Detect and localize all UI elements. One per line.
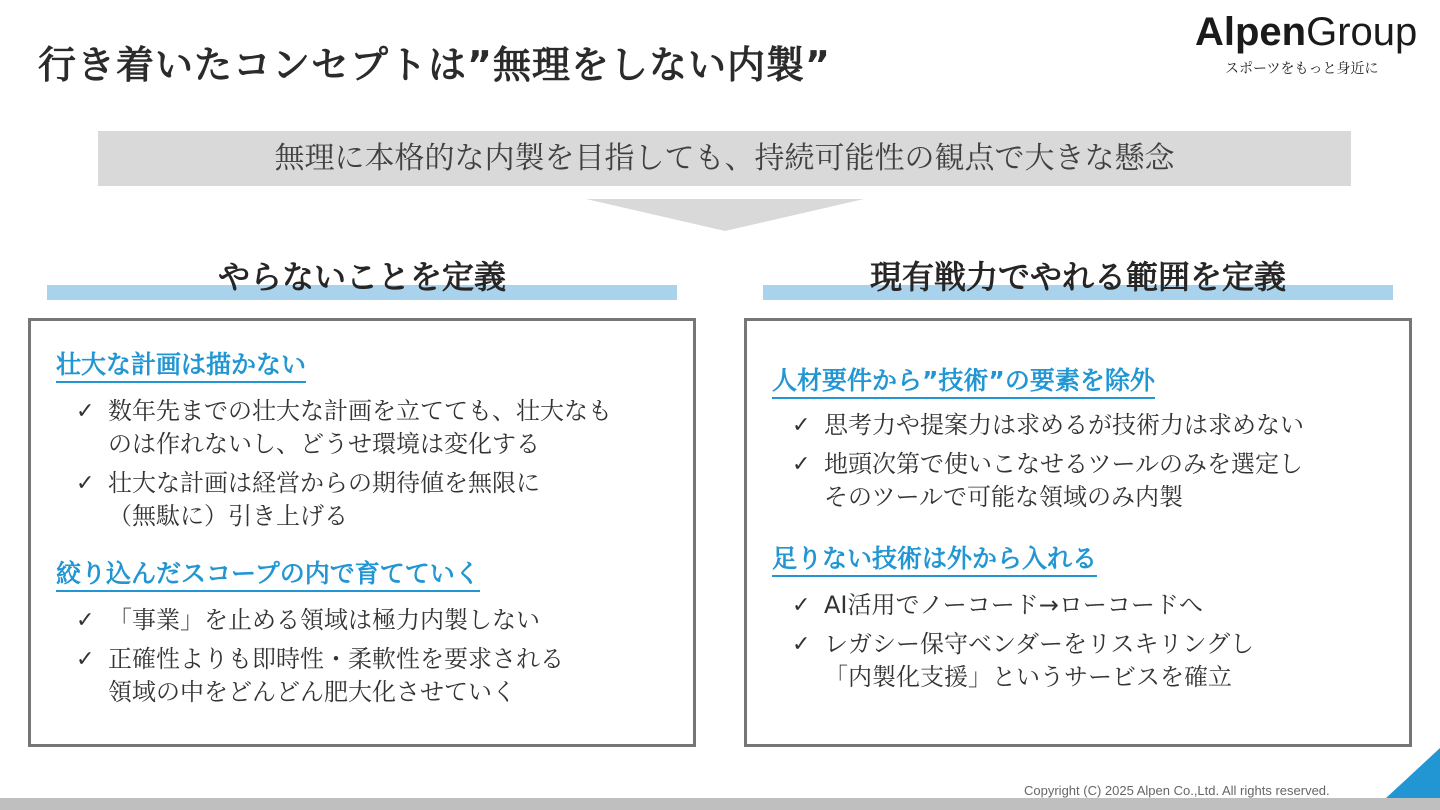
premise-banner: 無理に本格的な内製を目指しても、持続可能性の観点で大きな懸念 — [98, 131, 1351, 186]
left-section-1 — [56, 349, 693, 533]
bullet-line: 領域の中をどんどん肥大化させていく — [108, 678, 516, 706]
bullet-line: のは作れないし、どうせ環境は変化する — [108, 430, 540, 458]
right-heading-text: 現有戦力でやれる範囲を定義 — [869, 258, 1286, 296]
check-icon: ✓ — [76, 647, 95, 672]
bullet-item — [56, 395, 693, 461]
footer-bar — [0, 798, 1440, 810]
bullet-item — [772, 589, 1409, 622]
bullet-line: AI活用でノーコード→ローコードへ — [824, 591, 1203, 619]
section-title: 人材要件から”技術”の要素を除外 — [772, 365, 1155, 399]
left-column-heading — [47, 257, 677, 297]
logo-tagline: スポーツをもっと身近に — [1225, 61, 1379, 77]
bullet-line: 「事業」を止める領域は極力内製しない — [108, 606, 540, 634]
alpen-group-logo — [1195, 10, 1427, 80]
down-arrow-icon — [586, 199, 864, 231]
bullet-line: 正確性よりも即時性・柔軟性を要求される — [108, 645, 564, 673]
slide-title: 行き着いたコンセプトは”無理をしない内製” — [38, 43, 831, 87]
logo-brand-light: Group — [1306, 10, 1418, 54]
bullet-line: レガシー保守ベンダーをリスキリングし — [824, 630, 1255, 658]
right-section-2 — [772, 543, 1409, 694]
left-heading-text: やらないことを定義 — [217, 258, 506, 296]
check-icon: ✓ — [76, 399, 95, 424]
bullet-line: 地頭次第で使いこなせるツールのみを選定し — [824, 450, 1304, 478]
right-column-heading — [763, 257, 1393, 297]
bullet-line: 壮大な計画は経営からの期待値を無限に — [108, 469, 540, 497]
section-title: 壮大な計画は描かない — [56, 349, 306, 383]
right-section-1 — [772, 365, 1409, 514]
corner-triangle-decoration — [1386, 748, 1440, 798]
left-section-2 — [56, 558, 693, 709]
check-icon: ✓ — [792, 632, 811, 657]
bullet-line: 「内製化支援」というサービスを確立 — [824, 663, 1232, 691]
bullet-line: 思考力や提案力は求めるが技術力は求めない — [824, 411, 1304, 439]
left-panel — [28, 318, 696, 747]
section-title: 絞り込んだスコープの内で育てていく — [56, 558, 480, 592]
bullet-line: そのツールで可能な領域のみ内製 — [824, 483, 1184, 511]
bullet-line: 数年先までの壮大な計画を立てても、壮大なも — [108, 397, 612, 425]
bullet-item — [56, 604, 693, 637]
bullet-item — [772, 409, 1409, 442]
check-icon: ✓ — [792, 452, 811, 477]
logo-brand-bold: Alpen — [1195, 10, 1307, 54]
copyright-text: Copyright (C) 2025 Alpen Co.,Ltd. All rights reserved. — [1024, 783, 1330, 798]
section-title: 足りない技術は外から入れる — [772, 543, 1097, 577]
bullet-line: （無駄に）引き上げる — [108, 502, 348, 530]
right-panel — [744, 318, 1412, 747]
bullet-item — [56, 467, 693, 533]
check-icon: ✓ — [792, 593, 811, 618]
bullet-item — [56, 643, 693, 709]
check-icon: ✓ — [76, 608, 95, 633]
check-icon: ✓ — [792, 413, 811, 438]
check-icon: ✓ — [76, 471, 95, 496]
bullet-item — [772, 628, 1409, 694]
bullet-item — [772, 448, 1409, 514]
